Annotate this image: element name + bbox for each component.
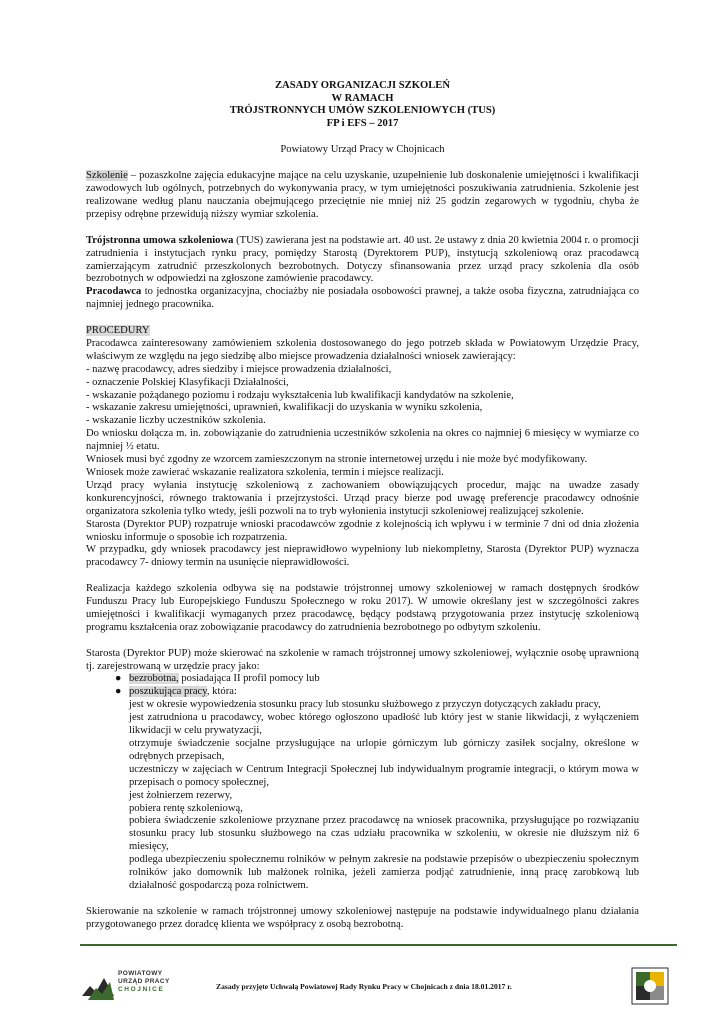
title-line: TRÓJSTRONNYCH UMÓW SZKOLENIOWYCH (TUS): [229, 105, 496, 117]
sub-item: pobiera świadczenie szkoleniowe przyznane przez pracodawcę na wniosek pracownika, przysługujące po rozwiązaniu stosunku pracy lub stosunku służbowego na czas udziału pracownika w szkoleniu, w okresie nie dłuższym niż 6 miesięcy,: [129, 815, 639, 853]
definition-tus: [86, 235, 639, 287]
term-szkolenie: Szkolenie: [86, 170, 128, 182]
footer-note: Zasady przyjęte Uchwałą Powiatowej Rady Rynku Pracy w Chojnicach z dnia 18.01.2017 r.: [216, 982, 512, 991]
title-line: FP i EFS – 2017: [326, 117, 399, 129]
institution-name: Powiatowy Urząd Pracy w Chojnicach: [280, 144, 445, 156]
term-tus: Trójstronna umowa szkoleniowa: [86, 234, 234, 246]
pup-logo-text: [118, 970, 170, 994]
bullet-icon: ●: [115, 686, 122, 698]
section-heading-procedury: [86, 325, 639, 338]
sub-item: otrzymuje świadczenie socjalne przysługujące na urlopie górniczym lub górniczy zasiłek socjalny, określone w odrębnych przepisach,: [129, 737, 639, 762]
footer-divider: [80, 944, 677, 946]
definition-pracodawca: [86, 286, 639, 312]
document-title: [86, 80, 639, 130]
bullet-text: , która:: [206, 686, 237, 698]
eligibility-list: [86, 673, 639, 699]
realizacja-paragraph: Realizacja każdego szkolenia odbywa się na podstawie trójstronnej umowy szkoleniowej w ramach dostępnych środków Funduszu Pracy lub Europejskiego Funduszu Społecznego w roku 2017). W umowie określany jest w szczególności zakres umiejętności i kwalifikacji wymaganych przez pracodawcę, będący podstawą przygotowania przez instytucję szkoleniową programu kształcenia oraz zobowiązanie pracodawcy do zatrudnienia bezrobotnego po odbytym szkoleniu.: [86, 583, 639, 633]
procedury-heading-text: PROCEDURY: [86, 325, 150, 337]
procedure-line: Starosta (Dyrektor PUP) rozpatruje wnioski pracodawców zgodnie z kolejnością ich wpływu i w terminie 7 dni od dnia złożenia wniosku informuje o sposobie ich rozpatrzenia.: [86, 518, 639, 543]
logo-line: URZĄD PRACY: [118, 978, 170, 985]
definition-text: – pozaszkolne zajęcia edukacyjne mające na celu uzyskanie, uzupełnienie lub doskonalenie umiejętności i kwalifikacji zawodowych lub ogólnych, potrzebnych do wykonywania pracy, w tym umiejętności poszukiwania zatrudnienia. Szkolenie jest realizowane według planu nauczania obejmującego przeciętnie nie mniej niż 25 godzin zegarowych w tygodniu, chyba że przepisy odrębne przewidują niższy wymiar szkolenia.: [86, 170, 639, 220]
procedure-line: - wskazanie zakresu umiejętności, uprawnień, kwalifikacji do uzyskania w wyniku szkolenia,: [86, 402, 483, 414]
sub-item: jest zatrudniona u pracodawcy, wobec którego ogłoszono upadłość lub który jest w stanie likwidacji, z wyłączeniem likwidacji w celu prywatyzacji,: [129, 712, 639, 737]
sub-item: uczestniczy w zajęciach w Centrum Integracji Społecznej lub indywidualnym programie integracji, o którym mowa w przepisach o pomocy społecznej,: [129, 763, 639, 788]
list-item: [86, 673, 639, 686]
bullet-text: posiadająca II profil pomocy lub: [178, 673, 320, 685]
procedure-line: - oznaczenie Polskiej Klasyfikacji Działalności,: [86, 376, 289, 388]
procedure-line: W przypadku, gdy wniosek pracodawcy jest nieprawidłowo wypełniony lub niekompletny, Starosta (Dyrektor PUP) wyznacza pracodawcy 7- dniowy termin na usunięcie nieprawidłowości.: [86, 544, 639, 569]
logo-line: CHOJNICE: [118, 986, 165, 993]
sub-item: podlega ubezpieczeniu społecznemu rolników w pełnym zakresie na podstawie przepisów o ubezpieczeniu społecznym rolników jako domownik lub małżonek rolnika, jeżeli zamierza podjąć zatrudnienie, inną pracę zarobkową lub działalność gospodarczą poza rolnictwem.: [129, 854, 639, 891]
procedure-line: Pracodawca zainteresowany zamówieniem szkolenia dostosowanego do jego potrzeb składa w Powiatowym Urzędzie Pracy, właściwym ze względu na jego siedzibę albo miejsce prowadzenia działalności wniosek zawierający:: [86, 337, 639, 362]
procedure-line: - nazwę pracodawcy, adres siedziby i miejsce prowadzenia działalności,: [86, 363, 392, 375]
procedure-line: Wniosek musi być zgodny ze wzorcem zamieszczonym na stronie internetowej urzędu i nie może być modyfikowany.: [86, 454, 588, 466]
procedure-line: - wskazanie liczby uczestników szkolenia.: [86, 415, 266, 427]
procedure-line: Urząd pracy wyłania instytucję szkoleniową z zachowaniem obowiązujących procedur, mając na uwadze zasady konkurencyjności, równego traktowania i przejrzystości. Urząd pracy bierze pod uwagę preferencje pracodawcy odnośnie organizatora szkolenia tylko wtedy, jeśli pozwoli na to tryb wyłonienia instytucji szkoleniowej realizującej szkolenie.: [86, 479, 639, 517]
closing-paragraph: Skierowanie na szkolenie w ramach trójstronnej umowy szkoleniowej następuje na podstawie indywidualnego planu działania przygotowanego przez doradcę klienta we współpracy z osobą bezrobotną.: [86, 905, 639, 930]
definition-text: to jednostka organizacyjna, chociażby nie posiadała osobowości prawnej, a także osoba fizyczna, zatrudniająca co najmniej jednego pracownika.: [86, 286, 639, 311]
definition-text: (TUS) zawierana jest na podstawie art. 40 ust. 2e ustawy z dnia 20 kwietnia 2004 r. o promocji zatrudnienia i instytucjach rynku pracy, pomiędzy Starostą (Dyrektorem PUP), instytucją szkoleniową oraz pracodawcą zamierzającym zatrudnić przeszkolonych bezrobotnych. Dotyczy sfinansowania przez urząd pracy szkolenia dla osób bezrobotnych w odpowiedzi na zgłoszone zamówienie pracodawcy.: [86, 234, 640, 285]
title-line: ZASADY ORGANIZACJI SZKOLEŃ: [274, 80, 451, 91]
bullet-icon: ●: [115, 673, 122, 685]
bullet-highlight: bezrobotna,: [129, 673, 179, 685]
title-line: W RAMACH: [331, 92, 394, 104]
procedure-line: Wniosek może zawierać wskazanie realizatora szkolenia, termin i miejsce realizacji.: [86, 466, 444, 478]
sub-item: jest żołnierzem rezerwy,: [129, 789, 233, 801]
term-pracodawca: Pracodawca: [86, 286, 142, 298]
list-item: [86, 686, 639, 699]
pup-logo: [80, 966, 210, 1010]
sub-item: pobiera rentę szkoleniową,: [129, 802, 243, 814]
document-body: [86, 80, 639, 932]
bullet-highlight: poszukująca pracy: [129, 686, 207, 698]
starosta-intro: Starosta (Dyrektor PUP) może skierować na szkolenie w ramach trójstronnej umowy szkoleniowej, wyłącznie osobę uprawnioną tj. zarejestrowaną w urzędzie pracy jako:: [86, 647, 639, 672]
footer: [80, 966, 680, 1016]
sub-item: jest w okresie wypowiedzenia stosunku pracy lub stosunku służbowego z przyczyn dotyczących zakładu pracy,: [129, 699, 601, 711]
regional-labor-logo-icon: [630, 966, 674, 1010]
pup-logo-icon: [80, 966, 116, 1002]
definition-szkolenie: [86, 170, 639, 222]
logo-line: POWIATOWY: [118, 970, 163, 977]
sub-item-list: [86, 699, 639, 893]
procedure-line: - wskazanie pożądanego poziomu i rodzaju wykształcenia lub kwalifikacji kandydatów na szkolenie,: [86, 389, 514, 401]
procedure-line: Do wniosku dołącza m. in. zobowiązanie do zatrudnienia uczestników szkolenia na okres co najmniej 6 miesięcy w wymiarze co najmniej ½ etatu.: [86, 428, 639, 453]
